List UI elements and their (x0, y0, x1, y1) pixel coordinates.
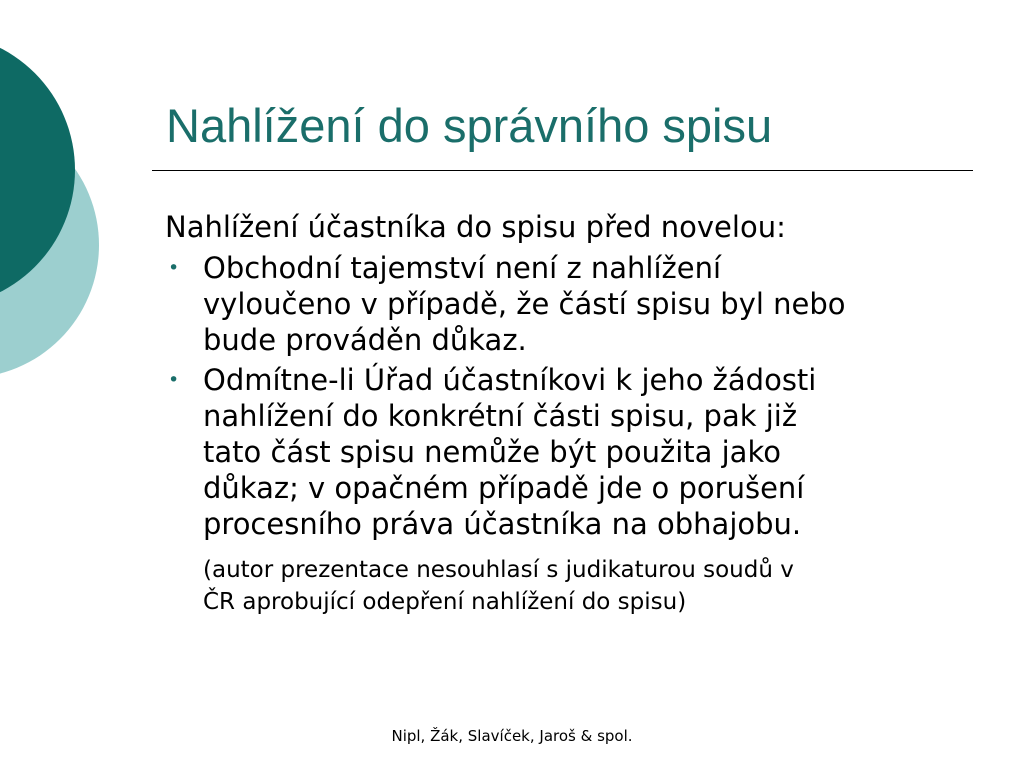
bullet-line: nahlížení do konkrétní části spisu, pak již (203, 399, 798, 433)
note-line: ČR aprobující odepření nahlížení do spisu) (203, 589, 687, 615)
bullet-item (165, 362, 985, 542)
title-divider (152, 170, 973, 171)
bullet-icon: • (168, 257, 180, 279)
bullet-icon: • (168, 369, 180, 391)
intro-text: Nahlížení účastníka do spisu před novelou: (165, 210, 786, 244)
slide-content (165, 208, 985, 618)
bullet-line: tato část spisu nemůže být použita jako (203, 435, 781, 469)
bullet-line: Obchodní tajemství není z nahlížení (203, 251, 722, 285)
bullet-list (165, 250, 985, 542)
bullet-item (165, 250, 985, 358)
slide-footer: Nipl, Žák, Slavíček, Jaroš & spol. (391, 727, 633, 745)
slide-title: Nahlížení do správního spisu (166, 99, 773, 152)
bullet-line: bude prováděn důkaz. (203, 323, 527, 357)
bullet-line: Odmítne-li Úřad účastníkovi k jeho žádosti (203, 363, 817, 397)
bullet-line: vyloučeno v případě, že částí spisu byl nebo (203, 287, 846, 321)
bullet-line: důkaz; v opačném případě jde o porušení (203, 471, 805, 505)
decorative-circles (0, 0, 110, 410)
note-line: (autor prezentace nesouhlasí s judikaturou soudů v (203, 557, 794, 583)
author-note (203, 554, 985, 618)
bullet-line: procesního práva účastníka na obhajobu. (203, 507, 802, 541)
